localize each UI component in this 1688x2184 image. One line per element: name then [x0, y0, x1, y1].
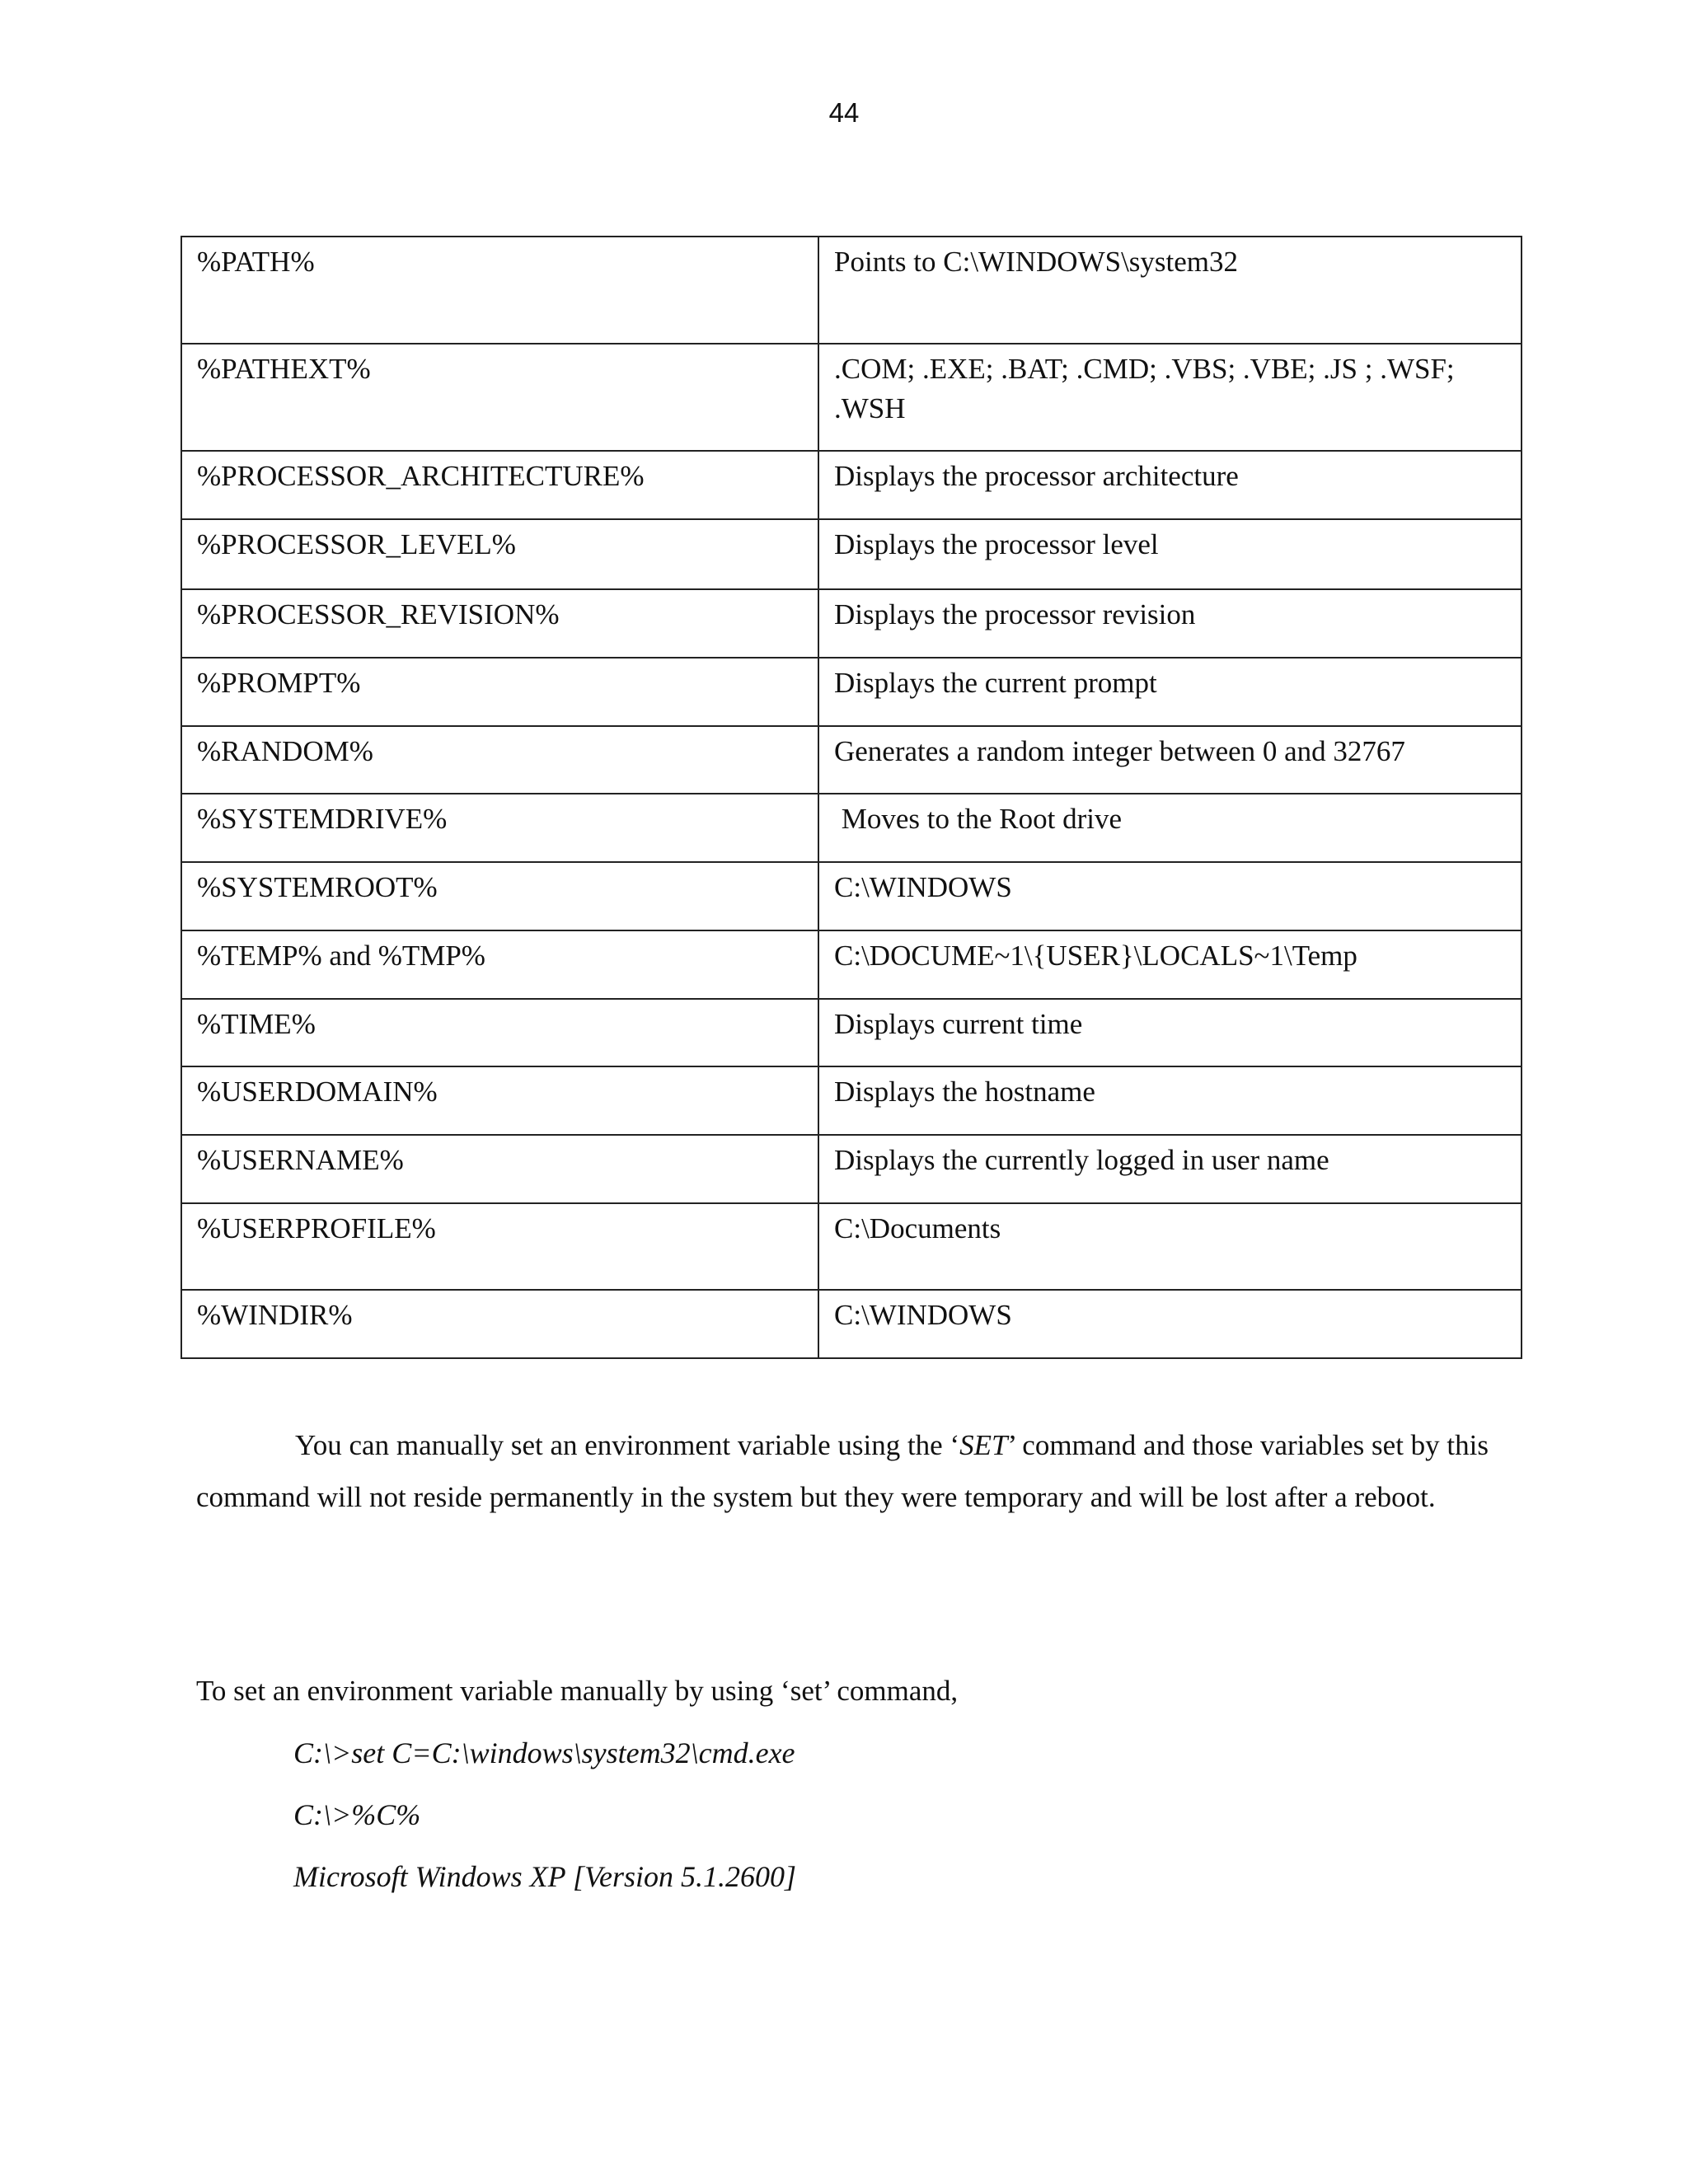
paragraph-emphasis-set: SET: [959, 1429, 1008, 1461]
page-number: 44: [828, 97, 860, 128]
description-cell: Displays the processor revision: [818, 589, 1522, 658]
table-row: [181, 1203, 1522, 1290]
table-row: [181, 1290, 1522, 1358]
paragraph-instruction: To set an environment variable manually by using ‘set’ command,: [196, 1675, 959, 1707]
code-line: C:\>set C=C:\windows\system32\cmd.exe: [293, 1736, 795, 1769]
variable-cell: %SYSTEMROOT%: [181, 862, 818, 930]
variable-cell: %SYSTEMDRIVE%: [181, 794, 818, 862]
description-cell: C:\DOCUME~1\{USER}\LOCALS~1\Temp: [818, 930, 1522, 999]
variable-cell: %USERNAME%: [181, 1135, 818, 1203]
variable-cell: %TEMP% and %TMP%: [181, 930, 818, 999]
description-cell: Displays the current prompt: [818, 658, 1522, 726]
variable-cell: %TIME%: [181, 999, 818, 1066]
table-row: [181, 237, 1522, 344]
description-cell: .COM; .EXE; .BAT; .CMD; .VBS; .VBE; .JS ; .WSF; .WSH: [818, 344, 1522, 451]
description-cell: Displays the hostname: [818, 1066, 1522, 1135]
environment-variables-table: [181, 236, 1522, 1359]
table-row: [181, 658, 1522, 726]
paragraph-text-after: ’ command and those variables set by this command will not reside permanently in the system but they were temporary and will be lost after a reboot.: [196, 1429, 1489, 1513]
paragraph-set-command: [196, 1419, 1498, 1523]
description-cell: Displays the currently logged in user name: [818, 1135, 1522, 1203]
description-cell: C:\WINDOWS: [818, 862, 1522, 930]
table-row: [181, 726, 1522, 794]
variable-cell: %PATHEXT%: [181, 344, 818, 451]
table-row: [181, 1066, 1522, 1135]
variable-cell: %PROCESSOR_REVISION%: [181, 589, 818, 658]
variable-cell: %WINDIR%: [181, 1290, 818, 1358]
description-cell: Displays current time: [818, 999, 1522, 1066]
code-line: C:\>%C%: [293, 1798, 421, 1831]
description-cell: Displays the processor level: [818, 519, 1522, 589]
description-cell: Points to C:\WINDOWS\system32: [818, 237, 1522, 344]
code-line: Microsoft Windows XP [Version 5.1.2600]: [293, 1860, 797, 1893]
variable-cell: %USERDOMAIN%: [181, 1066, 818, 1135]
variable-cell: %PATH%: [181, 237, 818, 344]
description-cell: C:\WINDOWS: [818, 1290, 1522, 1358]
variable-cell: %USERPROFILE%: [181, 1203, 818, 1290]
variable-cell: %RANDOM%: [181, 726, 818, 794]
paragraph-text-before: You can manually set an environment variable using the ‘: [295, 1429, 960, 1461]
table-row: [181, 589, 1522, 658]
table-row: [181, 794, 1522, 862]
variable-cell: %PROCESSOR_LEVEL%: [181, 519, 818, 589]
table-row: [181, 451, 1522, 519]
description-cell: C:\Documents: [818, 1203, 1522, 1290]
description-cell: Moves to the Root drive: [818, 794, 1522, 862]
table-row: [181, 999, 1522, 1066]
table-row: [181, 930, 1522, 999]
table-row: [181, 344, 1522, 451]
table-row: [181, 862, 1522, 930]
variable-cell: %PROMPT%: [181, 658, 818, 726]
table-row: [181, 519, 1522, 589]
description-cell: Generates a random integer between 0 and 32767: [818, 726, 1522, 794]
description-cell: Displays the processor architecture: [818, 451, 1522, 519]
table-row: [181, 1135, 1522, 1203]
variable-cell: %PROCESSOR_ARCHITECTURE%: [181, 451, 818, 519]
